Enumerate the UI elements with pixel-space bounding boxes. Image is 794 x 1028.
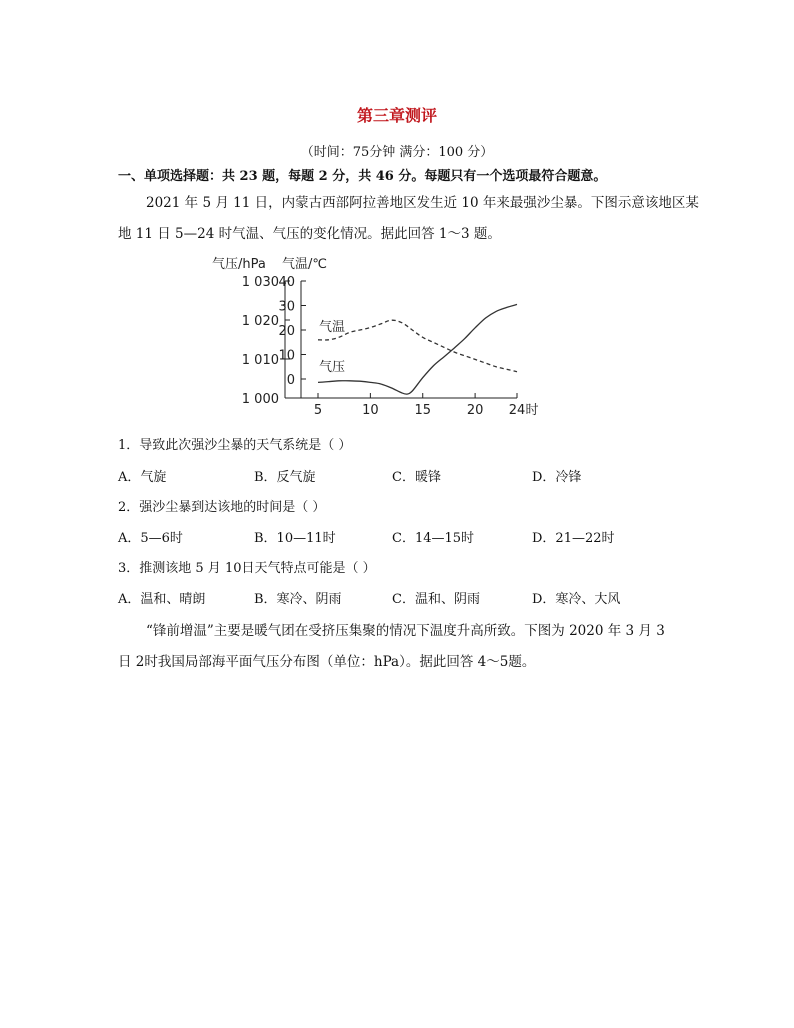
right-axis-tick-label: 30 <box>278 299 295 315</box>
x-axis <box>285 393 539 418</box>
intro-paragraph-2-line-2: 日 2时我国局部海平面气压分布图（单位：hPa）。据此回答 4～5题。 <box>118 654 536 670</box>
question-2-option-d: D．21—22时 <box>532 531 615 546</box>
series-label-temperature: 气温 <box>319 320 346 335</box>
right-axis <box>278 275 306 398</box>
question-3-option-d: D．寒冷、大风 <box>532 592 621 607</box>
left-axis-label: 气压/hPa <box>212 257 266 272</box>
left-axis-tick-label: 1 020 <box>241 314 279 329</box>
x-axis-tick-label: 15 <box>414 403 432 418</box>
right-axis-tick-label: 40 <box>278 275 295 290</box>
series-line-pressure <box>318 304 517 394</box>
right-axis-tick-label: 20 <box>278 324 295 339</box>
question-3-stem: 3．推测该地 5 月 10日天气特点可能是（ ） <box>118 561 376 576</box>
x-axis-tick-label: 24 <box>508 403 526 418</box>
right-axis-label: 气温/℃ <box>282 257 327 272</box>
intro-paragraph-line-2: 地 11 日 5—24 时气温、气压的变化情况。据此回答 1～3 题。 <box>118 226 501 242</box>
question-3-option-b: B．寒冷、阴雨 <box>254 592 342 607</box>
question-1-option-a: A．气旋 <box>118 470 167 485</box>
temperature-pressure-chart <box>200 250 560 425</box>
page-title: 第三章测评 <box>356 106 437 125</box>
question-2-option-a: A．5—6时 <box>118 531 183 546</box>
exam-info: （时间：75分钟 满分：100 分） <box>300 145 494 160</box>
left-axis-tick-label: 1 010 <box>241 353 279 368</box>
question-3-option-a: A．温和、晴朗 <box>118 592 206 607</box>
question-2-stem: 2．强沙尘暴到达该地的时间是（ ） <box>118 500 326 515</box>
question-3-option-c: C．温和、阴雨 <box>392 592 480 607</box>
left-axis <box>242 275 290 407</box>
series-line-temperature <box>318 320 517 372</box>
series-layer <box>318 304 517 394</box>
x-axis-tick-label: 5 <box>313 403 323 418</box>
question-1-option-d: D．冷锋 <box>532 470 582 485</box>
x-axis-tick-label: 10 <box>362 403 379 418</box>
series-label-pressure: 气压 <box>319 360 346 375</box>
left-axis-tick-label: 1 000 <box>241 392 279 407</box>
section-heading: 一、单项选择题：共 23 题，每题 2 分，共 46 分。每题只有一个选项最符合题意。 <box>118 169 607 184</box>
x-axis-tick-label: 20 <box>466 403 484 418</box>
right-axis-tick-label: 0 <box>286 373 295 388</box>
question-1-option-c: C．暖锋 <box>392 470 441 485</box>
question-2-option-b: B．10—11时 <box>254 531 336 546</box>
x-axis-unit-label: 时 <box>525 403 539 418</box>
right-axis-tick-label: 10 <box>278 348 295 364</box>
left-axis-tick-label: 1 030 <box>241 275 279 290</box>
question-2-option-c: C．14—15时 <box>392 531 475 546</box>
intro-paragraph-2-line-1: “锋前增温”主要是暖气团在受挤压集聚的情况下温度升高所致。下图为 2020 年 3 月 3 <box>146 623 665 639</box>
question-1-stem: 1．导致此次强沙尘暴的天气系统是（ ） <box>118 438 352 453</box>
intro-paragraph-line-1: 2021 年 5 月 11 日，内蒙古西部阿拉善地区发生近 10 年来最强沙尘暴。下图示意该地区某 <box>146 195 699 211</box>
question-1-option-b: B．反气旋 <box>254 470 316 485</box>
